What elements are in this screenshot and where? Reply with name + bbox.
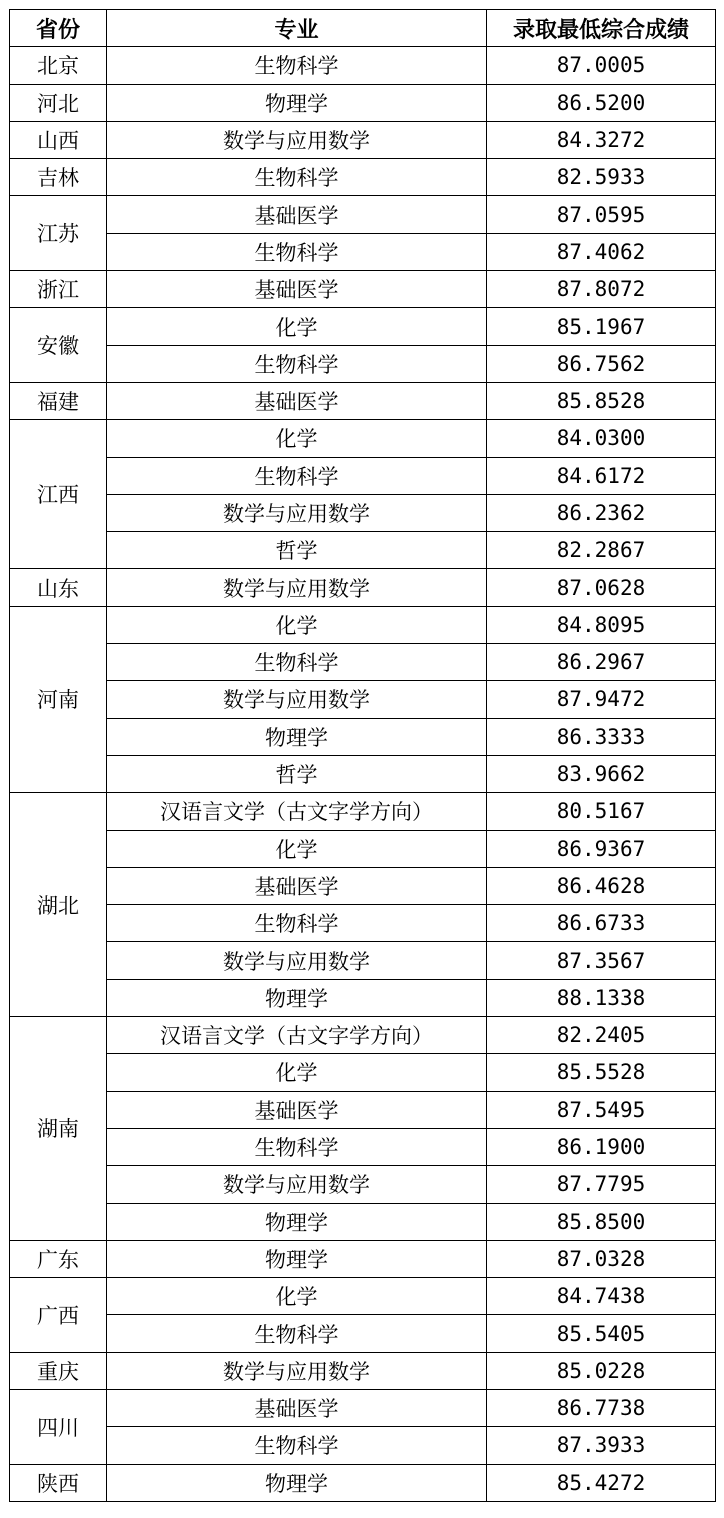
score-cell: 85.8500 bbox=[487, 1203, 716, 1240]
score-cell: 85.1967 bbox=[487, 308, 716, 345]
table-row bbox=[10, 718, 716, 755]
major-cell: 数学与应用数学 bbox=[107, 569, 487, 606]
score-cell: 86.9367 bbox=[487, 830, 716, 867]
score-cell: 87.7795 bbox=[487, 1166, 716, 1203]
province-cell: 山西 bbox=[10, 121, 107, 158]
province-cell: 广东 bbox=[10, 1240, 107, 1277]
major-cell: 基础医学 bbox=[107, 382, 487, 419]
province-cell: 安徽 bbox=[10, 308, 107, 383]
table-row bbox=[10, 1278, 716, 1315]
major-cell: 生物科学 bbox=[107, 345, 487, 382]
major-cell: 物理学 bbox=[107, 718, 487, 755]
table-row bbox=[10, 793, 716, 830]
province-cell: 广西 bbox=[10, 1278, 107, 1353]
table-row bbox=[10, 1315, 716, 1352]
table-row bbox=[10, 494, 716, 531]
major-cell: 生物科学 bbox=[107, 47, 487, 84]
major-cell: 汉语言文学（古文字学方向） bbox=[107, 793, 487, 830]
score-cell: 86.3333 bbox=[487, 718, 716, 755]
score-cell: 84.0300 bbox=[487, 420, 716, 457]
score-cell: 88.1338 bbox=[487, 979, 716, 1016]
major-cell: 生物科学 bbox=[107, 159, 487, 196]
table-row bbox=[10, 420, 716, 457]
score-cell: 87.8072 bbox=[487, 271, 716, 308]
table-row bbox=[10, 457, 716, 494]
major-cell: 生物科学 bbox=[107, 1128, 487, 1165]
major-cell: 数学与应用数学 bbox=[107, 494, 487, 531]
score-cell: 87.3567 bbox=[487, 942, 716, 979]
major-cell: 汉语言文学（古文字学方向） bbox=[107, 1017, 487, 1054]
score-cell: 86.6733 bbox=[487, 905, 716, 942]
major-cell: 化学 bbox=[107, 606, 487, 643]
score-cell: 85.0228 bbox=[487, 1352, 716, 1389]
score-cell: 84.8095 bbox=[487, 606, 716, 643]
table-row bbox=[10, 867, 716, 904]
major-cell: 数学与应用数学 bbox=[107, 1352, 487, 1389]
table-row bbox=[10, 1427, 716, 1464]
major-cell: 物理学 bbox=[107, 979, 487, 1016]
table-row bbox=[10, 1389, 716, 1426]
major-cell: 哲学 bbox=[107, 532, 487, 569]
province-cell: 四川 bbox=[10, 1389, 107, 1464]
major-cell: 化学 bbox=[107, 1278, 487, 1315]
table-row bbox=[10, 47, 716, 84]
table-body bbox=[10, 47, 716, 1502]
table-row bbox=[10, 196, 716, 233]
score-cell: 82.2405 bbox=[487, 1017, 716, 1054]
major-cell: 生物科学 bbox=[107, 1427, 487, 1464]
score-cell: 80.5167 bbox=[487, 793, 716, 830]
major-cell: 基础医学 bbox=[107, 867, 487, 904]
major-cell: 物理学 bbox=[107, 1464, 487, 1501]
score-cell: 84.6172 bbox=[487, 457, 716, 494]
table-row bbox=[10, 755, 716, 792]
province-cell: 福建 bbox=[10, 382, 107, 419]
score-cell: 86.1900 bbox=[487, 1128, 716, 1165]
table-row bbox=[10, 1166, 716, 1203]
major-cell: 化学 bbox=[107, 308, 487, 345]
major-cell: 化学 bbox=[107, 830, 487, 867]
header-min-score: 录取最低综合成绩 bbox=[487, 10, 716, 47]
table-header bbox=[10, 10, 716, 47]
major-cell: 基础医学 bbox=[107, 1389, 487, 1426]
score-cell: 87.5495 bbox=[487, 1091, 716, 1128]
score-cell: 86.4628 bbox=[487, 867, 716, 904]
table-row bbox=[10, 1091, 716, 1128]
score-cell: 84.3272 bbox=[487, 121, 716, 158]
score-cell: 85.8528 bbox=[487, 382, 716, 419]
table-row bbox=[10, 569, 716, 606]
major-cell: 基础医学 bbox=[107, 1091, 487, 1128]
score-cell: 86.7562 bbox=[487, 345, 716, 382]
table-row bbox=[10, 1352, 716, 1389]
score-cell: 84.7438 bbox=[487, 1278, 716, 1315]
major-cell: 生物科学 bbox=[107, 457, 487, 494]
major-cell: 生物科学 bbox=[107, 644, 487, 681]
major-cell: 生物科学 bbox=[107, 1315, 487, 1352]
table-row bbox=[10, 233, 716, 270]
major-cell: 数学与应用数学 bbox=[107, 1166, 487, 1203]
major-cell: 物理学 bbox=[107, 84, 487, 121]
score-cell: 83.9662 bbox=[487, 755, 716, 792]
score-cell: 87.4062 bbox=[487, 233, 716, 270]
major-cell: 数学与应用数学 bbox=[107, 121, 487, 158]
table-row bbox=[10, 606, 716, 643]
score-cell: 85.4272 bbox=[487, 1464, 716, 1501]
major-cell: 生物科学 bbox=[107, 233, 487, 270]
major-cell: 物理学 bbox=[107, 1203, 487, 1240]
province-cell: 湖南 bbox=[10, 1017, 107, 1241]
table-row bbox=[10, 1128, 716, 1165]
table-row bbox=[10, 159, 716, 196]
province-cell: 江西 bbox=[10, 420, 107, 569]
table-row bbox=[10, 979, 716, 1016]
score-cell: 82.2867 bbox=[487, 532, 716, 569]
table-row bbox=[10, 1054, 716, 1091]
table-row bbox=[10, 681, 716, 718]
table-row bbox=[10, 1464, 716, 1501]
province-cell: 陕西 bbox=[10, 1464, 107, 1501]
major-cell: 基础医学 bbox=[107, 196, 487, 233]
province-cell: 吉林 bbox=[10, 159, 107, 196]
score-cell: 86.2967 bbox=[487, 644, 716, 681]
table-row bbox=[10, 644, 716, 681]
score-cell: 87.9472 bbox=[487, 681, 716, 718]
table-row bbox=[10, 1240, 716, 1277]
table-container bbox=[9, 9, 716, 1502]
province-cell: 山东 bbox=[10, 569, 107, 606]
table-row bbox=[10, 1203, 716, 1240]
table-row bbox=[10, 121, 716, 158]
score-cell: 86.7738 bbox=[487, 1389, 716, 1426]
table-row bbox=[10, 84, 716, 121]
major-cell: 哲学 bbox=[107, 755, 487, 792]
major-cell: 物理学 bbox=[107, 1240, 487, 1277]
province-cell: 河南 bbox=[10, 606, 107, 792]
score-cell: 82.5933 bbox=[487, 159, 716, 196]
score-cell: 85.5528 bbox=[487, 1054, 716, 1091]
score-cell: 86.5200 bbox=[487, 84, 716, 121]
table-row bbox=[10, 382, 716, 419]
major-cell: 化学 bbox=[107, 420, 487, 457]
table-row bbox=[10, 308, 716, 345]
table-row bbox=[10, 942, 716, 979]
score-cell: 87.0595 bbox=[487, 196, 716, 233]
admission-score-table bbox=[9, 9, 716, 1502]
score-cell: 87.0628 bbox=[487, 569, 716, 606]
province-cell: 重庆 bbox=[10, 1352, 107, 1389]
province-cell: 北京 bbox=[10, 47, 107, 84]
major-cell: 生物科学 bbox=[107, 905, 487, 942]
header-row bbox=[10, 10, 716, 47]
major-cell: 化学 bbox=[107, 1054, 487, 1091]
table-row bbox=[10, 830, 716, 867]
score-cell: 87.0328 bbox=[487, 1240, 716, 1277]
province-cell: 江苏 bbox=[10, 196, 107, 271]
table-row bbox=[10, 905, 716, 942]
major-cell: 数学与应用数学 bbox=[107, 681, 487, 718]
score-cell: 86.2362 bbox=[487, 494, 716, 531]
table-row bbox=[10, 532, 716, 569]
header-major: 专业 bbox=[107, 10, 487, 47]
header-province: 省份 bbox=[10, 10, 107, 47]
province-cell: 浙江 bbox=[10, 271, 107, 308]
province-cell: 湖北 bbox=[10, 793, 107, 1017]
table-row bbox=[10, 271, 716, 308]
score-cell: 87.3933 bbox=[487, 1427, 716, 1464]
table-row bbox=[10, 1017, 716, 1054]
score-cell: 85.5405 bbox=[487, 1315, 716, 1352]
major-cell: 数学与应用数学 bbox=[107, 942, 487, 979]
province-cell: 河北 bbox=[10, 84, 107, 121]
major-cell: 基础医学 bbox=[107, 271, 487, 308]
score-cell: 87.0005 bbox=[487, 47, 716, 84]
table-row bbox=[10, 345, 716, 382]
